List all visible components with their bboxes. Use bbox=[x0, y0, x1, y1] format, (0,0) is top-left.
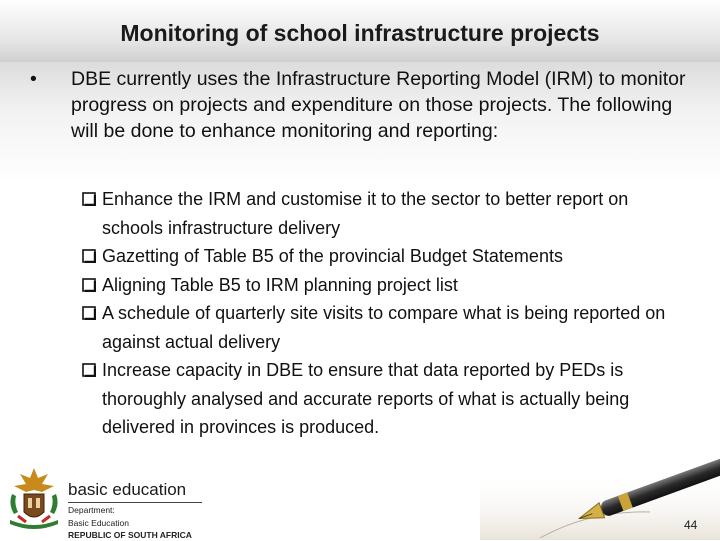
sub-bullet-list bbox=[82, 185, 692, 442]
sub-bullet-item bbox=[82, 185, 692, 242]
bullet-dot-icon: • bbox=[30, 68, 37, 90]
sub-bullet-text: Gazetting of Table B5 of the provincial Budget Statements bbox=[102, 246, 563, 266]
checkbox-bullet-icon bbox=[82, 363, 96, 377]
sub-bullet-text: A schedule of quarterly site visits to compare what is being reported on against actual delivery bbox=[102, 303, 666, 352]
logo-line-basic-education: Basic Education bbox=[68, 517, 129, 528]
sub-bullet-text: Increase capacity in DBE to ensure that data reported by PEDs is thoroughly analysed and accurate reports of what is actually being delivered in provinces is produced. bbox=[102, 360, 630, 437]
checkbox-bullet-icon bbox=[82, 306, 96, 320]
department-logo bbox=[68, 480, 202, 541]
logo-line-republic: REPUBLIC OF SOUTH AFRICA bbox=[68, 530, 192, 540]
checkbox-bullet-icon bbox=[82, 249, 96, 263]
logo-line-department: Department: bbox=[68, 505, 115, 515]
coat-of-arms-icon bbox=[4, 464, 64, 536]
sub-bullet-item bbox=[82, 271, 692, 300]
sub-bullet-item bbox=[82, 356, 692, 442]
main-bullet-text: DBE currently uses the Infrastructure Reporting Model (IRM) to monitor progress on projects and expenditure on those projects. The following will be done to enhance monitoring and reporting: bbox=[71, 68, 686, 142]
sub-bullet-text: Enhance the IRM and customise it to the sector to better report on schools infrastructure delivery bbox=[102, 189, 629, 238]
sub-bullet-item bbox=[82, 299, 692, 356]
checkbox-bullet-icon bbox=[82, 278, 96, 292]
sub-bullet-text: Aligning Table B5 to IRM planning project list bbox=[102, 274, 458, 295]
slide-title: Monitoring of school infrastructure projects bbox=[120, 20, 600, 46]
sub-bullet-item bbox=[82, 242, 692, 271]
main-bullet bbox=[30, 66, 700, 144]
logo-title: basic education bbox=[68, 480, 202, 503]
page-number: 44 bbox=[684, 518, 698, 532]
checkbox-bullet-icon bbox=[82, 192, 96, 206]
